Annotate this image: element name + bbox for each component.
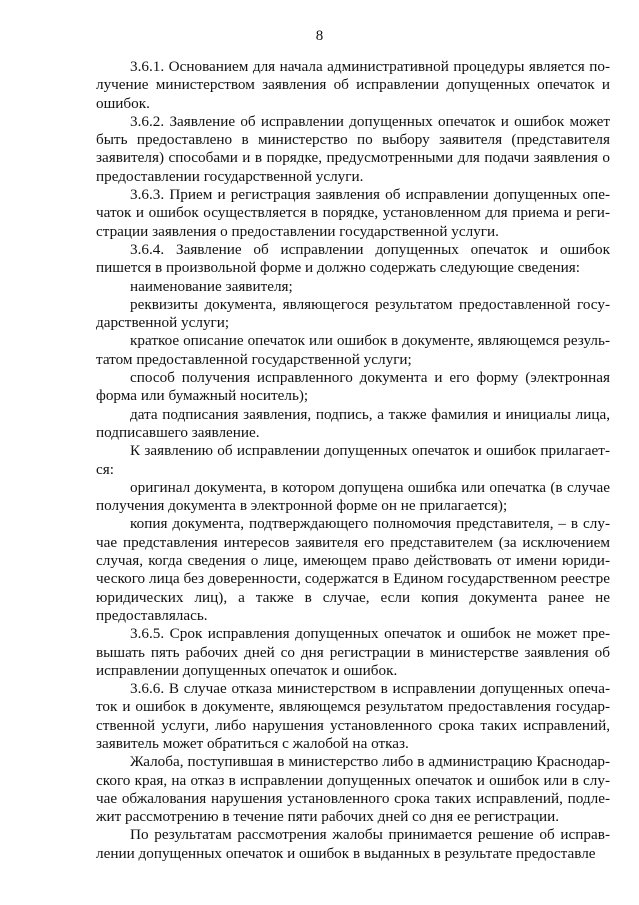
page-number: 8	[315, 28, 324, 44]
list-item-signature-date: дата подписания заявления, подпись, а также фамилия и инициалы лица, подписавшего заявление.	[96, 405, 610, 441]
list-item-applicant-name: наименование заявителя;	[130, 277, 293, 295]
paragraph-complaint: Жалоба, поступившая в министерство либо в администрацию Краснодарского края, на отказ в исправлении допущенных опечаток и ошибок или в случае обжалования нарушения установленного срока таких исправлений, подлежит рассмотрению в течение пяти рабочих дней со дня ее регистрации.	[96, 753, 610, 826]
list-item-original-document: оригинал документа, в котором допущена ошибка или опечатка (в случае получения документа в электронной форме он не прилагается);	[96, 478, 610, 515]
document-body	[96, 58, 610, 863]
paragraph-attachments-intro: К заявлению об исправлении допущенных опечаток и ошибок прилагается:	[96, 442, 610, 478]
list-item-receipt-method: способ получения исправленного документа и его форму (электронная форма или бумажный носитель);	[96, 369, 610, 405]
paragraph-3-6-1: 3.6.1. Основанием для начала административной процедуры является получение министерством заявления об исправлении допущенных опечаток и ошибок.	[96, 58, 610, 112]
paragraph-3-6-3: 3.6.3. Прием и регистрация заявления об исправлении допущенных опечаток и ошибок осуществляется в порядке, установленном для приема и регистрации заявления о предоставлении государственной услуги.	[96, 186, 610, 240]
paragraph-3-6-5: 3.6.5. Срок исправления допущенных опечаток и ошибок не может превышать пять рабочих дней со дня регистрации в министерстве заявления об исправлении допущенных опечаток и ошибок.	[96, 625, 610, 679]
list-item-error-description: краткое описание опечаток или ошибок в документе, являющемся результатом предоставленной государственной услуги;	[96, 332, 610, 368]
paragraph-3-6-6: 3.6.6. В случае отказа министерством в исправлении допущенных опечаток и ошибок в документе, являющемся результатом предоставления государственной услуги, либо нарушения установленного срока таких исправлений, заявитель может обратиться с жалобой на отказ.	[96, 680, 610, 752]
list-item-representative-copy: копия документа, подтверждающего полномочия представителя, – в случае представления интересов заявителя его представителем (за исключением случая, когда сведения о лице, имеющем право действовать от имени юридического лица без доверенности, содержатся в Едином государственном реестре юридических лиц), а также в случае, если копия документа ранее не предоставлялась.	[96, 515, 610, 624]
paragraph-3-6-2: 3.6.2. Заявление об исправлении допущенных опечаток и ошибок может быть предоставлено в министерство по выбору заявителя (представителя заявителя) способами и в порядке, предусмотренными для подачи заявления о предоставлении государственной услуги.	[96, 112, 610, 185]
paragraph-complaint-result: По результатам рассмотрения жалобы принимается решение об исправлении допущенных опечаток и ошибок в выданных в результате предоставле	[96, 826, 610, 862]
list-item-document-details: реквизиты документа, являющегося результатом предоставленной государственной услуги;	[96, 295, 610, 332]
paragraph-3-6-4: 3.6.4. Заявление об исправлении допущенных опечаток и ошибок пишется в произвольной форме и должно содержать следующие сведения:	[96, 240, 610, 277]
